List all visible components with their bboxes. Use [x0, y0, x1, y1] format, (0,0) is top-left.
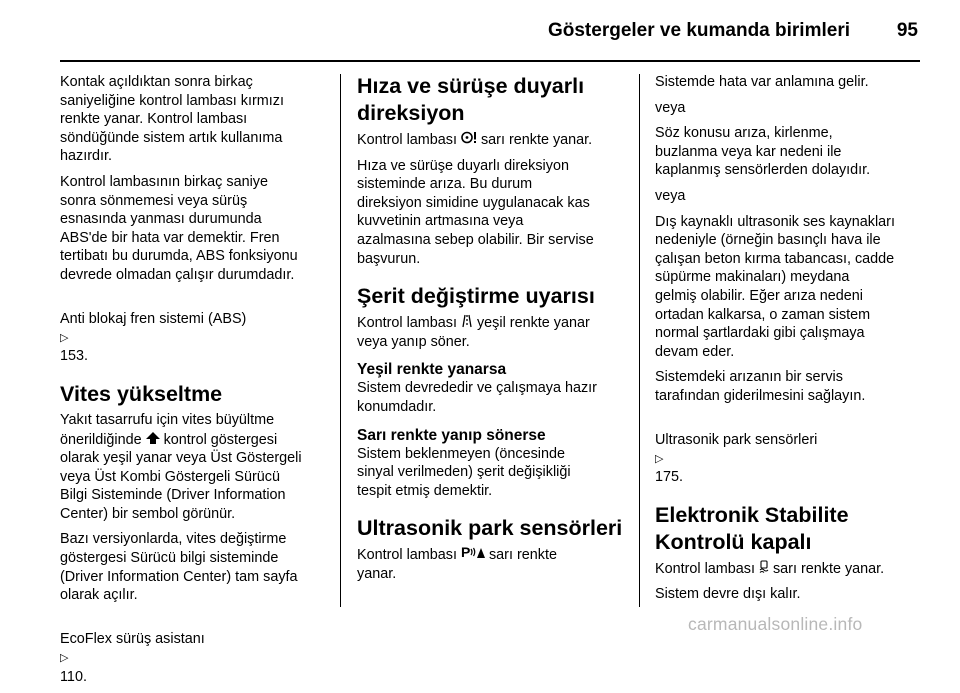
esc-text-b: sarı renkte yanar.: [772, 560, 885, 577]
parking-sensor-icon: [461, 545, 485, 564]
abs-reference: [60, 292, 328, 366]
steering-text-a: Kontrol lambası: [357, 132, 457, 148]
parking-text-b: sarı renkte yanar.: [357, 547, 557, 582]
upshift-paragraph-2: Bazı versiyonlarda, vites değiştirme göstergesi Sürücü bilgi sisteminde (Driver Information Center) tam sayfa olarak açılır.: [60, 531, 298, 604]
lane-text-a: Kontrol lambası: [357, 315, 457, 332]
yellow-paragraph: Sistem beklenmeyen (öncesinde sinyal verilmeden) şerit değişikliği tespit etmiş demektir.: [357, 445, 571, 499]
parking-reference-text: Ultrasonik park sensörleri: [655, 432, 818, 449]
abs-reference-text: Anti blokaj fren sistemi (ABS): [60, 311, 247, 328]
upshift-text-a: Yakıt tasarrufu için vites büyültme önerildiğinde: [60, 411, 275, 448]
subheading-yellow: Sarı renkte yanıp sönerse: [357, 426, 546, 444]
section-heading-esc: Elektronik Stabilite Kontrolü kapalı: [655, 502, 849, 554]
parking-paragraph-1: [357, 545, 627, 583]
fault-paragraph-2: Söz konusu arıza, kirlenme, buzlanma veya kar nedeni ile kaplanmış sensörlerden dolayıdır.: [655, 125, 871, 179]
fault-paragraph-1: Sistemde hata var anlamına gelir.: [655, 74, 869, 90]
upshift-indicator-icon: [146, 430, 160, 449]
section-heading-upshift: Vites yükseltme: [60, 381, 223, 406]
or-text-2: veya: [655, 187, 686, 204]
ecoflex-reference-page[interactable]: 110.: [60, 668, 87, 685]
ecoflex-reference: [60, 612, 328, 686]
esc-text-a: Kontrol lambası: [655, 560, 755, 577]
page-header: [60, 14, 920, 54]
esc-paragraph-1: [655, 559, 930, 579]
ecoflex-reference-text: EcoFlex sürüş asistanı: [60, 631, 205, 648]
steering-text-b: sarı renkte yanar.: [480, 132, 593, 148]
svg-text:P: P: [460, 544, 471, 561]
column-1: [60, 73, 328, 693]
service-paragraph: Sistemdeki arızanın bir servis tarafından giderilmesini sağlayın.: [655, 369, 866, 404]
green-paragraph: Sistem devrededir ve çalışmaya hazır konumdadır.: [357, 380, 597, 415]
steering-warning-icon: [461, 130, 477, 149]
section-heading-parking: Ultrasonik park sensörleri: [357, 516, 623, 541]
column-2: [357, 73, 627, 591]
lane-change-icon: [461, 313, 473, 332]
esc-paragraph-2: Sistem devre dışı kalır.: [655, 586, 801, 603]
steering-paragraph-1: [357, 130, 627, 150]
column-divider-2: [639, 74, 640, 607]
subheading-green: Yeşil renkte yanarsa: [357, 361, 507, 379]
steering-paragraph-2: Hıza ve sürüşe duyarlı direksiyon sisteminde arıza. Bu durum direksiyon simidine uygulanacak kas kuvvetinin artmasına veya azalmasına sebep olabilir. Bir servise başvurun.: [357, 157, 594, 267]
parking-reference-page[interactable]: 175.: [655, 469, 684, 486]
fault-paragraph-3: Dış kaynaklı ultrasonik ses kaynakları nedeniyle (örneğin basınçlı hava ile çalışan beton kırma tabancası, cadde süpürme makinaları) meydana gelmiş olabilir. Eğer arıza nedeni ortadan kalkarsa, o zaman sistem normal şartlardaki gibi çalışmaya devam eder.: [655, 213, 895, 360]
column-divider-1: [340, 74, 341, 607]
abs-paragraph-1: Kontak açıldıktan sonra birkaç saniyeliğine kontrol lambası kırmızı renkte yanar. Kontrol lambası söndüğünde sistem artık kullanıma hazırdır.: [60, 74, 284, 165]
abs-paragraph-2: Kontrol lambasının birkaç saniye sonra sönmemesi veya sürüş esnasında yanması durumunda ABS'de bir hata var demektir. Fren tertibatı bu durumda, ABS fonksiyonu devrede olmadan çalışır durumdadır.: [60, 173, 298, 283]
triangle-right-icon: ▷: [655, 452, 664, 465]
abs-reference-page[interactable]: 153.: [60, 348, 89, 365]
esc-off-icon: [759, 559, 769, 578]
column-3: [655, 73, 930, 611]
upshift-text-b: kontrol göstergesi olarak yeşil yanar veya Üst Göstergeli veya Üst Kombi Göstergeli Sürücü Bilgi Sisteminde (Driver Information Center) bir sembol görünür.: [60, 431, 302, 522]
triangle-right-icon: ▷: [60, 652, 69, 665]
section-heading-steering: Hıza ve sürüşe duyarlı direksiyon: [357, 74, 585, 125]
upshift-paragraph-1: [60, 411, 328, 524]
watermark: carmanualsonline.info: [688, 614, 863, 634]
section-heading-lane: Şerit değiştirme uyarısı: [357, 284, 595, 309]
or-text-1: veya: [655, 99, 686, 116]
page-number: 95: [896, 20, 918, 41]
triangle-right-icon: ▷: [60, 331, 69, 344]
header-divider: [60, 60, 920, 62]
lane-text-b: yeşil renkte yanar veya yanıp söner.: [357, 315, 590, 350]
parking-text-a: Kontrol lambası: [357, 547, 457, 564]
lane-paragraph-1: [357, 313, 627, 351]
parking-reference: [655, 413, 930, 487]
header-title: Göstergeler ve kumanda birimleri: [547, 20, 850, 41]
